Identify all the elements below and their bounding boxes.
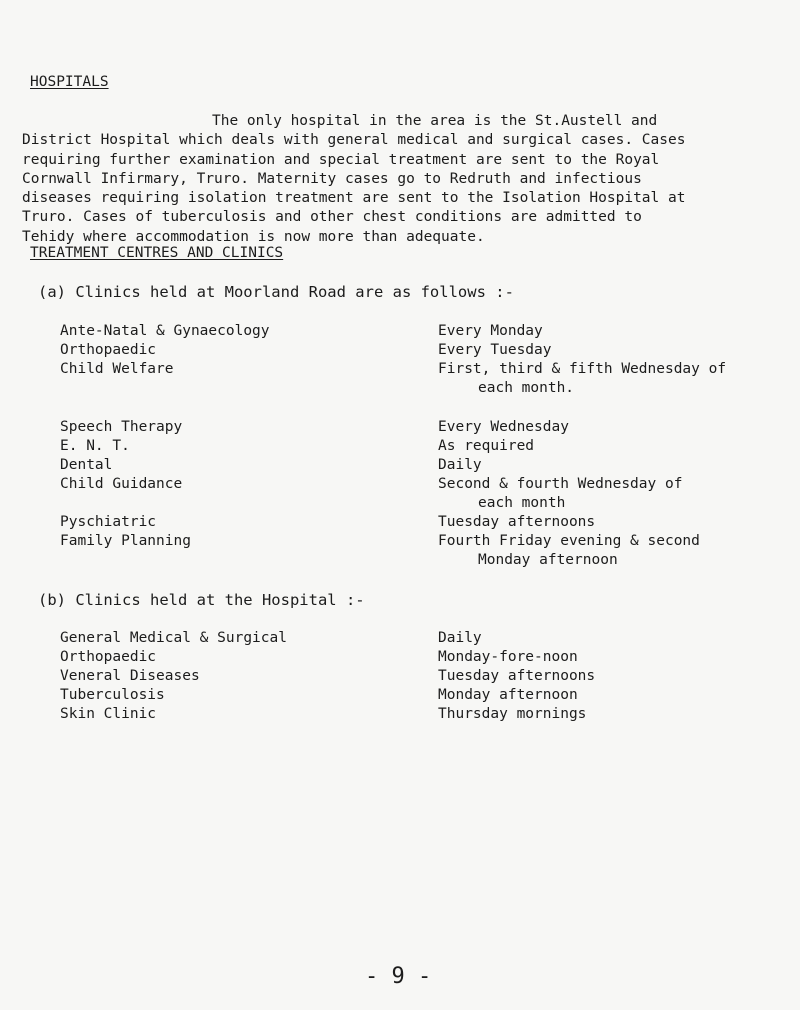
treatment-heading: TREATMENT CENTRES AND CLINICS (30, 245, 284, 261)
clinic-schedule: Daily (438, 457, 482, 473)
clinic-name: Skin Clinic (60, 706, 157, 722)
clinic-schedule-continued: each month. (478, 380, 575, 396)
paragraph-line: Tehidy where accommodation is now more than adequate. (22, 228, 485, 245)
clinic-schedule: Every Tuesday (438, 342, 552, 358)
clinic-schedule-continued: each month (478, 495, 566, 511)
page-number: - 9 - (365, 964, 432, 989)
paragraph-line: District Hospital which deals with general medical and surgical cases. Cases (22, 132, 686, 149)
clinic-schedule: Second & fourth Wednesday of (438, 476, 683, 492)
clinic-name: Ante-Natal & Gynaecology (60, 323, 270, 339)
paragraph-line: Cornwall Infirmary, Truro. Maternity cases go to Redruth and infectious (22, 170, 642, 187)
clinic-schedule: Monday-fore-noon (438, 649, 578, 665)
clinic-schedule: Every Wednesday (438, 419, 569, 435)
hospitals-heading: HOSPITALS (30, 74, 109, 90)
clinic-name: Child Welfare (60, 361, 174, 377)
clinic-name: Family Planning (60, 533, 191, 549)
paragraph-line: The only hospital in the area is the St.Austell and (212, 113, 658, 129)
clinic-schedule: First, third & fifth Wednesday of (438, 361, 727, 377)
clinic-name: General Medical & Surgical (60, 630, 287, 646)
clinic-schedule: Thursday mornings (438, 706, 587, 722)
clinic-name: Pyschiatric (60, 514, 157, 530)
paragraph-line: diseases requiring isolation treatment are sent to the Isolation Hospital at (22, 190, 686, 207)
clinic-name: Veneral Diseases (60, 668, 200, 684)
clinic-schedule: Fourth Friday evening & second (438, 533, 700, 549)
paragraph-line: requiring further examination and special treatment are sent to the Royal (22, 151, 660, 168)
clinic-name: Child Guidance (60, 476, 183, 492)
clinic-schedule: Monday afternoon (438, 687, 578, 703)
clinic-name: Orthopaedic (60, 342, 157, 358)
clinic-schedule: Every Monday (438, 323, 543, 339)
clinic-schedule: As required (438, 438, 535, 454)
clinic-name: Dental (60, 457, 113, 473)
clinic-name: Speech Therapy (60, 419, 183, 435)
section-b-title: (b) Clinics held at the Hospital :- (38, 591, 365, 609)
paragraph-line: Truro. Cases of tuberculosis and other chest conditions are admitted to (22, 209, 642, 226)
clinic-schedule: Tuesday afternoons (438, 668, 596, 684)
clinic-name: E. N. T. (60, 438, 130, 454)
clinic-name: Orthopaedic (60, 649, 157, 665)
clinic-schedule: Daily (438, 630, 482, 646)
clinic-schedule-continued: Monday afternoon (478, 552, 618, 568)
clinic-schedule: Tuesday afternoons (438, 514, 596, 530)
section-a-title: (a) Clinics held at Moorland Road are as follows :- (38, 283, 514, 301)
clinic-name: Tuberculosis (60, 687, 165, 703)
hospitals-paragraph (22, 112, 782, 247)
